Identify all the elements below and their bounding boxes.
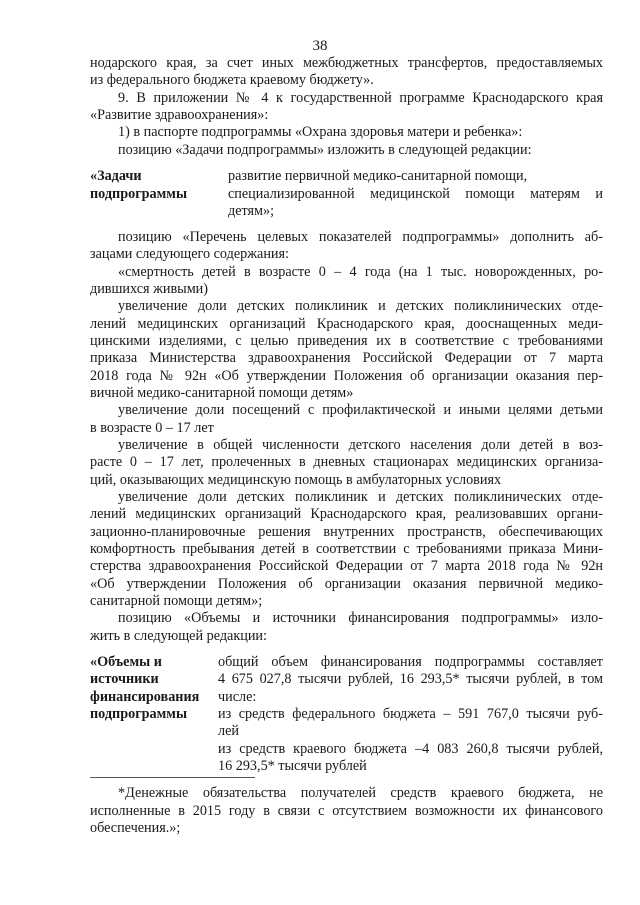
tasks-label: подпрограммы [90, 186, 188, 202]
text-line: позицию «Задачи подпрограммы» изложить в следующей редакции: [118, 142, 532, 158]
funding-value: из средств краевого бюджета –4 083 260,8 тысячи рублей, [218, 741, 603, 757]
text-line: жить в следующей редакции: [90, 628, 267, 644]
text-line: нодарского края, за счет иных межбюджетных трансфертов, предоставляемых [90, 55, 603, 71]
funding-label: «Объемы и [90, 654, 162, 670]
text-line: позицию «Объемы и источники финансирования подпрограммы» изло- [118, 610, 603, 626]
text-line: зационно-планировочные решения внутренних пространств, обеспечивающих [90, 524, 603, 540]
text-line: увеличение доли детских поликлиник и детских поликлинических отде- [118, 489, 603, 505]
page-number: 38 [312, 38, 328, 54]
text-line: цинскими изделиями, с целью приведения их в соответствие с требованиями [90, 333, 603, 349]
text-line: позицию «Перечень целевых показателей подпрограммы» дополнить аб- [118, 229, 603, 245]
text-line: санитарной помощи детям»; [90, 593, 263, 609]
text-line: расте 0 – 17 лет, пролеченных в дневных стационарах медицинских организа- [90, 454, 603, 470]
funding-label: подпрограммы [90, 706, 188, 722]
funding-label: финансирования [90, 689, 200, 705]
text-line: в возрасте 0 – 17 лет [90, 420, 214, 436]
footnote-line: обеспечения.»; [90, 820, 181, 836]
tasks-value: детям»; [228, 203, 275, 219]
funding-value: числе: [218, 689, 257, 705]
text-line: вичной медико-санитарной помощи детям» [90, 385, 354, 401]
funding-value: 16 293,5* тысячи рублей [218, 758, 367, 774]
text-line: лений медицинских организаций Краснодарского края, реализовавших органи- [90, 506, 603, 522]
funding-value: общий объем финансирования подпрограммы составляет [218, 654, 603, 670]
text-line: ций, оказывающих медицинскую помощь в амбулаторных условиях [90, 472, 502, 488]
text-line: дившихся живыми) [90, 281, 209, 297]
tasks-value: развитие первичной медико-санитарной помощи, [228, 168, 528, 184]
text-line: «смертность детей в возрасте 0 – 4 года (на 1 тыс. новорожденных, ро- [118, 264, 603, 280]
text-line: 1) в паспорте подпрограммы «Охрана здоровья матери и ребенка»: [118, 124, 523, 140]
footnote-line: исполненные в 2015 году в связи с отсутствием возможности их финансового [90, 803, 603, 819]
text-line: зацами следующего содержания: [90, 246, 289, 262]
footnote-line: *Денежные обязательства получателей средств краевого бюджета, не [118, 785, 603, 801]
text-line: 9. В приложении № 4 к государственной программе Краснодарского края [118, 90, 603, 106]
text-line: 2018 года № 92н «Об утверждении Положения об организации оказания пер- [90, 368, 603, 384]
text-line: увеличение в общей численности детского населения доли детей в воз- [118, 437, 603, 453]
text-line: увеличение доли посещений с профилактической и иными целями детьми [118, 402, 603, 418]
tasks-label: «Задачи [90, 168, 142, 184]
text-line: «Об утверждении Положения об организации оказания первичной медико- [90, 576, 603, 592]
funding-value: 4 675 027,8 тысячи рублей, 16 293,5* тысячи рублей, в том [218, 671, 603, 687]
text-line: из федерального бюджета краевому бюджету». [90, 72, 374, 88]
footnote-divider [90, 777, 255, 778]
funding-label: источники [90, 671, 159, 687]
text-line: приказа Министерства здравоохранения Российской Федерации от 7 марта [90, 350, 603, 366]
funding-value: лей [218, 723, 239, 739]
text-line: комфортность пребывания детей в соответствии с требованиями приказа Мини- [90, 541, 603, 557]
text-line: увеличение доли детских поликлиник и детских поликлинических отде- [118, 298, 603, 314]
tasks-value: специализированной медицинской помощи матерям и [228, 186, 603, 202]
text-line: лений медицинских организаций Краснодарского края, дооснащенных меди- [90, 316, 603, 332]
funding-value: из средств федерального бюджета – 591 767,0 тысячи руб- [218, 706, 603, 722]
text-line: стерства здравоохранения Российской Федерации от 7 марта 2018 года № 92н [90, 558, 603, 574]
text-line: «Развитие здравоохранения»: [90, 107, 269, 123]
